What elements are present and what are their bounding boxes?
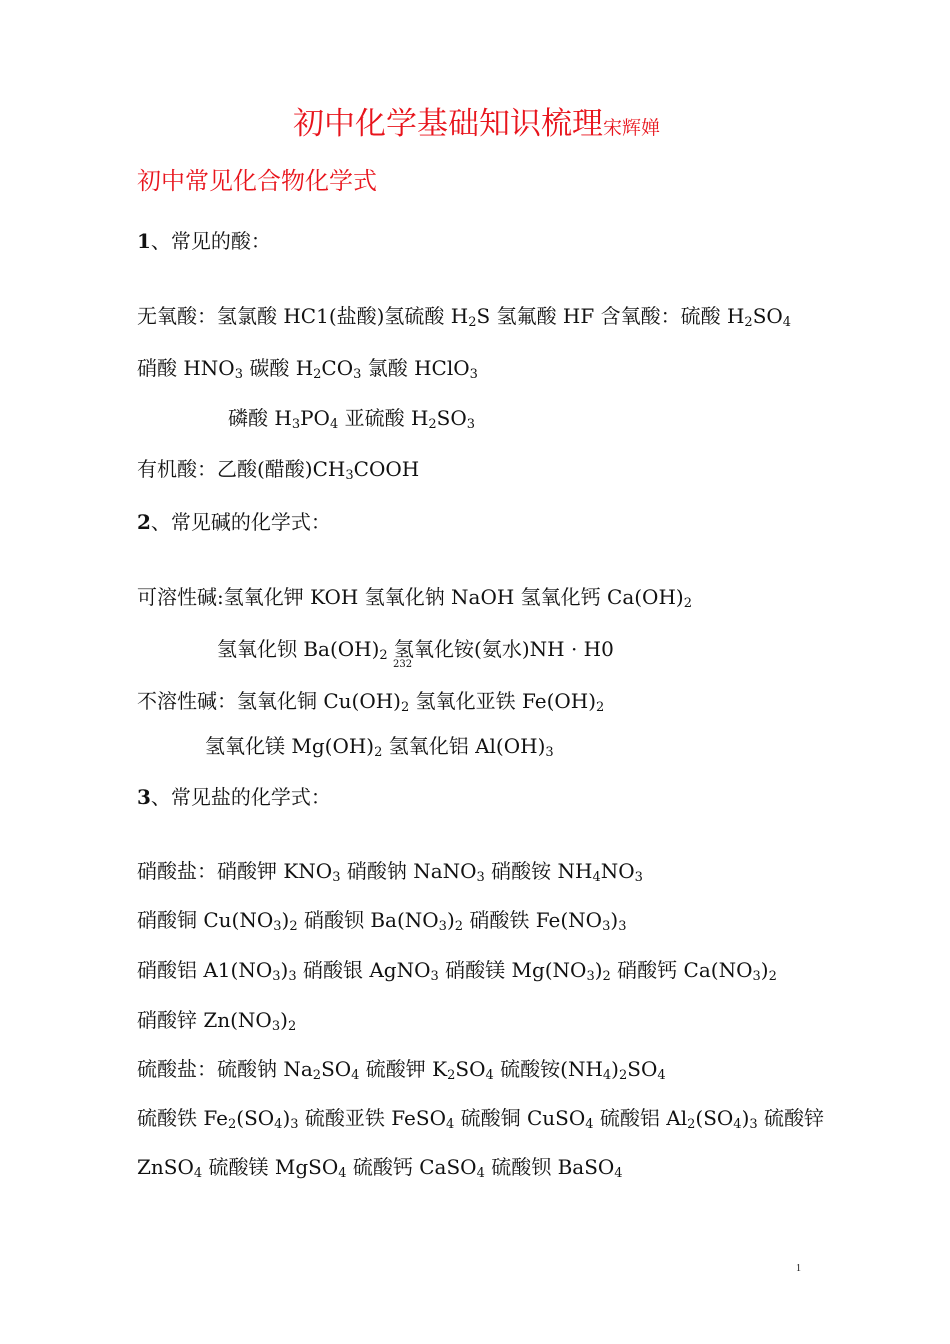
formula-line [228, 406, 475, 430]
subscript: 3 [353, 367, 362, 382]
subscript: 3 [749, 1117, 758, 1132]
subscript: 2 [468, 315, 477, 330]
formula-text: (SO [236, 1106, 275, 1130]
subscript: 3 [602, 919, 611, 934]
subscript: 4 [614, 1166, 623, 1181]
formula-text: 氢氧化钡 Ba(OH) [217, 637, 380, 661]
subscript: 2 [312, 1068, 322, 1083]
title-author: 宋辉婵 [603, 117, 661, 139]
formula-text: 硫酸钡 BaSO [484, 1155, 615, 1179]
subscript: 3 [273, 919, 282, 934]
formula-text: 硫酸铜 CuSO [454, 1106, 586, 1130]
subscript: 3 [430, 969, 439, 984]
formula-text: 硝酸 HNO [137, 356, 235, 380]
formula-line [137, 958, 777, 982]
subscript: 2 [400, 700, 410, 715]
formula-text: 亚硫酸 H [338, 406, 429, 430]
section-heading-salts [137, 785, 331, 809]
section-number: 1 [137, 229, 151, 253]
subscript: 4 [585, 1117, 594, 1132]
subscript: 3 [466, 417, 476, 432]
formula-text: 硫酸盐：硫酸钠 Na [137, 1057, 313, 1081]
subscript: 3 [332, 870, 341, 885]
formula-text: CO [321, 356, 354, 380]
formula-text: 硝酸钠 NaNO [340, 859, 477, 883]
formula-text: ) [446, 908, 455, 932]
formula-text: SO [627, 1057, 658, 1081]
subscript: 4 [602, 1068, 612, 1083]
subscript: 3 [545, 745, 554, 760]
formula-text: 硫酸铁 Fe [137, 1106, 228, 1130]
title-main: 初中化学基础知识梳理 [293, 106, 603, 142]
formula-text: ) [741, 1106, 750, 1130]
section-heading-text: 、常见盐的化学式： [150, 785, 331, 809]
subscript: 3 [752, 969, 761, 984]
formula-text: 不溶性碱：氢氧化铜 Cu(OH) [137, 689, 401, 713]
subscript: 4 [657, 1068, 666, 1083]
formula-text: 硫酸锌 [757, 1106, 825, 1130]
formula-text: ) [594, 958, 603, 982]
subscript: 2 [379, 648, 388, 663]
formula-text: 可溶性碱:氢氧化钾 KOH 氢氧化钠 NaOH 氢氧化钙 Ca(OH) [137, 585, 684, 609]
formula-line [137, 908, 626, 932]
formula-text: 碳酸 H [242, 356, 314, 380]
formula-line [137, 859, 643, 883]
formula-text: NO [600, 859, 635, 883]
section-heading-bases [137, 510, 331, 534]
subscript: 2 [687, 1117, 696, 1132]
formula-line [137, 1155, 623, 1179]
formula-line [137, 1106, 824, 1130]
subscript: 2 [428, 417, 437, 432]
formula-line [137, 304, 791, 328]
formula-line [137, 356, 478, 380]
subscript: 2 [596, 700, 605, 715]
formula-text: 硝酸锌 Zn(NO [137, 1008, 272, 1032]
subscript: 2 [447, 1068, 456, 1083]
subscript: 2 [313, 367, 322, 382]
subscript: 4 [476, 1166, 485, 1181]
formula-text: SO [436, 406, 467, 430]
formula-text: ) [611, 1057, 619, 1081]
subscript: 3 [290, 1117, 299, 1132]
formula-text: 氢氧化铵(氨水)NH · H0 [387, 637, 614, 661]
formula-text: 硝酸铜 Cu(NO [137, 908, 274, 932]
page-title [293, 106, 660, 146]
formula-text: 硫酸铵(NH [493, 1057, 603, 1081]
formula-text: 磷酸 H [228, 406, 292, 430]
section-number: 2 [137, 510, 151, 534]
subscript: 4 [329, 417, 339, 432]
subscript: 4 [445, 1117, 455, 1132]
subscript: 3 [618, 919, 627, 934]
formula-line [137, 1008, 296, 1032]
subscript: 2 [683, 596, 692, 611]
formula-text: 硝酸铝 A1(NO [137, 958, 273, 982]
subscript: 4 [338, 1166, 347, 1181]
formula-text: COOH [353, 457, 420, 481]
formula-text: 有机酸：乙酸(醋酸)CH [137, 457, 346, 481]
formula-text: 无氧酸：氢氯酸 HC1(盐酸)氢硫酸 H [137, 304, 469, 328]
subscript: 4 [193, 1166, 203, 1181]
formula-text: SO [321, 1057, 352, 1081]
subscript: 3 [634, 870, 643, 885]
formula-line [217, 637, 614, 661]
subscript: 2 [374, 745, 383, 760]
formula-text: 硫酸铝 Al [593, 1106, 688, 1130]
formula-text: PO [300, 406, 330, 430]
formula-text: 硝酸钙 Ca(NO [610, 958, 753, 982]
section-heading-acids [137, 229, 271, 253]
formula-text: SO [752, 304, 783, 328]
subscript: 2 [289, 919, 298, 934]
subscript: 2 [618, 1068, 628, 1083]
subscript: 3 [438, 919, 447, 934]
subscript: 3 [586, 969, 595, 984]
formula-text: 硫酸钙 CaSO [346, 1155, 477, 1179]
subscript: 4 [733, 1117, 742, 1132]
formula-text: 硝酸钡 Ba(NO [297, 908, 439, 932]
section-subtitle: 初中常见化合物化学式 [137, 167, 377, 195]
subscript: 2 [227, 1117, 237, 1132]
formula-text: 氢氧化亚铁 Fe(OH) [409, 689, 597, 713]
formula-line [205, 734, 554, 758]
formula-line [137, 1057, 666, 1081]
subscript-note: 232 [393, 659, 413, 670]
formula-text: ) [280, 1008, 288, 1032]
subscript: 3 [345, 468, 354, 483]
formula-text: 硫酸镁 MgSO [202, 1155, 339, 1179]
subscript: 3 [234, 367, 243, 382]
subscript: 2 [768, 969, 777, 984]
formula-text: ) [282, 1106, 291, 1130]
formula-text: ) [280, 958, 289, 982]
subscript: 2 [454, 919, 464, 934]
subscript: 4 [351, 1068, 360, 1083]
page-number: 1 [796, 1263, 801, 1274]
section-number: 3 [137, 785, 151, 809]
formula-line [137, 689, 604, 713]
subscript: 2 [602, 969, 611, 984]
formula-text: 氯酸 HClO [361, 356, 470, 380]
formula-text: ) [760, 958, 769, 982]
subscript: 3 [272, 969, 281, 984]
formula-text: 硝酸银 AgNO [296, 958, 431, 982]
formula-line [137, 585, 692, 609]
formula-text: 硫酸亚铁 FeSO [298, 1106, 446, 1130]
subscript: 4 [485, 1068, 494, 1083]
subscript: 2 [287, 1019, 297, 1034]
formula-text: SO [455, 1057, 486, 1081]
formula-text: 硝酸盐：硝酸钾 KNO [137, 859, 333, 883]
subscript: 3 [469, 367, 478, 382]
formula-text: ) [610, 908, 619, 932]
formula-text: 氢氧化铝 Al(OH) [382, 734, 546, 758]
subscript: 4 [592, 870, 601, 885]
formula-text: ) [281, 908, 290, 932]
section-heading-text: 、常见碱的化学式： [150, 510, 331, 534]
formula-text: (SO [695, 1106, 734, 1130]
formula-line [137, 457, 419, 481]
formula-text: 硝酸铁 Fe(NO [463, 908, 603, 932]
subscript: 4 [782, 315, 792, 330]
formula-text: S 氢氟酸 HF 含氧酸：硫酸 H [476, 304, 745, 328]
formula-text: 硝酸铵 NH [484, 859, 593, 883]
subscript: 3 [271, 1019, 281, 1034]
formula-text: 硫酸钾 K [359, 1057, 448, 1081]
formula-text: ZnSO [137, 1155, 194, 1179]
subscript: 3 [291, 417, 301, 432]
formula-text: 硝酸镁 Mg(NO [438, 958, 587, 982]
section-heading-text: 、常见的酸： [150, 229, 271, 253]
subscript: 2 [744, 315, 753, 330]
formula-text: 氢氧化镁 Mg(OH) [205, 734, 375, 758]
subscript: 3 [288, 969, 297, 984]
subscript: 4 [274, 1117, 283, 1132]
subscript: 3 [476, 870, 485, 885]
